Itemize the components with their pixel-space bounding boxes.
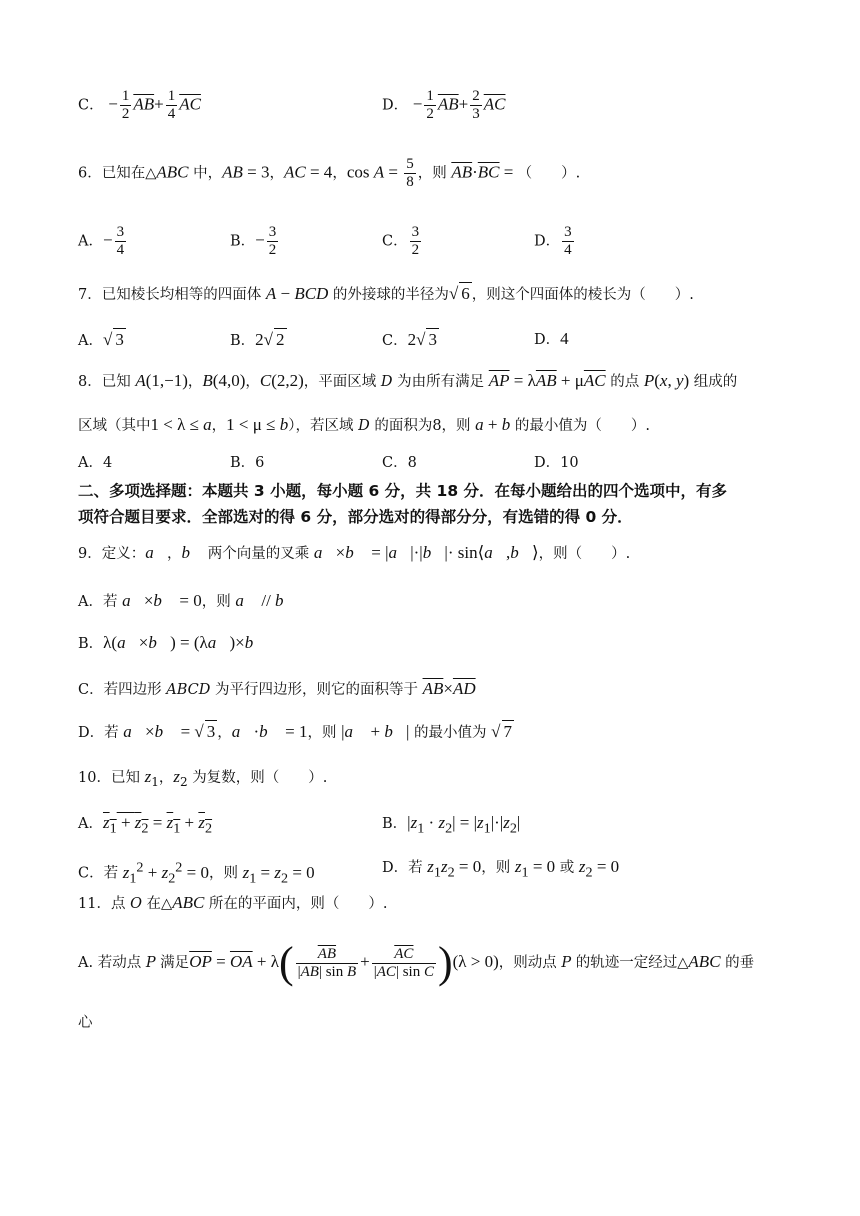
q8-stem-line2: 区域（其中1 < λ ≤ a，1 < μ ≤ b），若区域 D 的面积为8，则 a + b 的最小值为（ ）. — [78, 415, 650, 434]
q7-option-b: B．2√ 2 — [230, 330, 285, 349]
q8-option-d: D．10 — [534, 455, 579, 471]
q11-option-a-line1: A. 若动点 P 满足$\overline{OP} = \overline{OA} + \lambda$( $\frac{\overline{AB}}{|\overline{AB}| \sin B}$ + $\frac{\overline{AC}}{|\overline{AC}| \sin C}$ )(λ > 0)，则动点 P 的轨迹一定经过△ABC 的垂 — [78, 938, 755, 987]
q9-stem: 9．定义：a⃗，b⃗ 两个向量的叉乘 a⃗×b⃗ = |a⃗|·|b⃗|· sin⟨a⃗,b⃗⟩，则（ ）. — [78, 543, 631, 562]
q9-option-c: C．若四边形 ABCD 为平行四边形，则它的面积等于 $\overline{AB}\times\overline{AD}$ — [78, 679, 476, 698]
q10-stem: 10．已知 $z_1$，$z_2$ 为复数，则（ ）. — [78, 767, 328, 789]
q10-option-a: A．$z_1 + z_2 = z_1 + z_2$ — [78, 813, 213, 837]
q8-option-a: A．4 — [78, 455, 113, 471]
q7-option-d: D．4 — [534, 329, 569, 348]
q8-option-b: B．6 — [230, 455, 265, 471]
q6-option-c: C． $\frac{3}{2}$ — [382, 224, 420, 258]
q7-stem: 7．已知棱长均相等的四面体 A − BCD 的外接球的半径为√ 6 ，则这个四面体的棱长为（ ）. — [78, 284, 694, 303]
q5-option-d: D． − $\frac{1}{2}$ $\overline{AB}+$ $\frac{2}{3}$ $\overline{AC}$ — [382, 88, 506, 122]
q10-option-d: D．若 $z_1z_2 = 0$，则 $z_1 = 0$ 或 $z_2 = 0$ — [382, 857, 620, 881]
q7-option-c: C．2√ 3 — [382, 330, 437, 349]
q6-option-b: B．− $\frac{3}{2}$ — [230, 224, 277, 258]
section2-heading-line2: 项符合题目要求．全部选对的得 6 分，部分选对的得部分分，有选错的得 0 分． — [78, 508, 633, 526]
q5-option-c: C． − $\frac{1}{2}$ $\overline{AB}+$ $\frac{1}{4}$ $\overline{AC}$ — [78, 88, 201, 122]
q9-option-d: D．若 a⃗×b⃗ = √ 3 ，a⃗·b⃗ = 1，则 |a⃗ + b⃗| 的最小值为 √ 7 — [78, 722, 513, 741]
q8-stem-line1: 8．已知 A(1,−1)，B(4,0)，C(2,2)，平面区域 D 为由所有满足 $\overline{AP} = \lambda\overline{AB} + \mu\overline{AC}$ 的点 P(x, y) 组成的 — [78, 371, 738, 390]
q11-option-a-line2: 心 — [78, 1015, 93, 1031]
q10-option-c: C．若 $z_1^2 + z_2^2 = 0$，则 $z_1 = z_2 = 0$ — [78, 859, 315, 887]
q7-option-a: A．√ 3 — [78, 330, 124, 349]
q6-option-a: A．− $\frac{3}{4}$ — [78, 224, 125, 258]
q11-stem: 11．点 O 在△ABC 所在的平面内，则（ ）. — [78, 893, 388, 912]
q6-option-d: D． $\frac{3}{4}$ — [534, 224, 572, 258]
q8-option-c: C．8 — [382, 455, 417, 471]
q9-option-a: A．若 a⃗×b⃗ = 0，则 a⃗ // b⃗ — [78, 591, 297, 610]
q10-option-b: B．$|z_1 \cdot z_2| = |z_1|\cdot|z_2|$ — [382, 813, 521, 837]
section2-heading-line1: 二、多项选择题：本题共 3 小题，每小题 6 分，共 18 分．在每小题给出的四个选项中，有多 — [78, 482, 728, 500]
q6-stem: 6．已知在△ABC 中，AB = 3，AC = 4，cos A = $\frac{5}{8}$ ，则 $\overline{AB}\cdot\overline{BC}$ = （ ）. — [78, 156, 581, 190]
q9-option-b: B．λ(a⃗×b⃗) = (λa⃗)×b⃗ — [78, 633, 267, 652]
